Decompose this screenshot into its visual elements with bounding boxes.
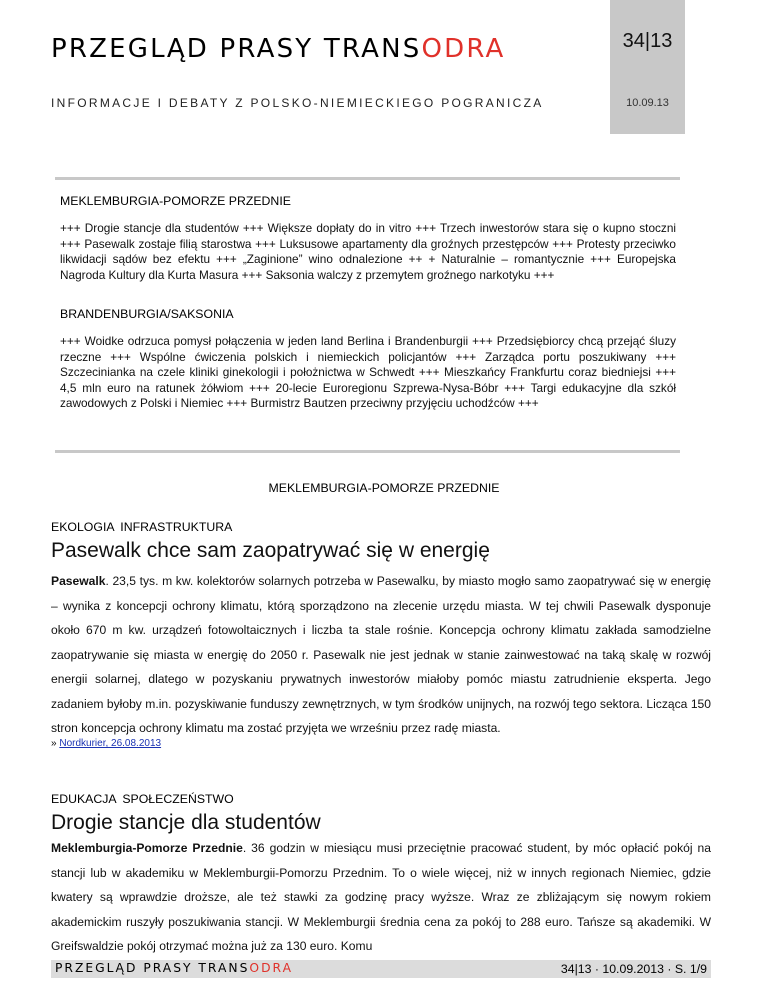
article-1-text: . 23,5 tys. m kw. kolektorów solarnych potrzeba w Pasewalku, by miasto mogło samo zaopatrywać się w energię – wynika z koncepcji ochrony klimatu, którą sporządzono na zlecenie urzędu miasta. W tej chwili Pasewalk dysponuje około 670 m kw. urządzeń fotowoltaicznych i liczba ta stale rośnie. Koncepcja ochrony klimatu zakłada samodzielne zaopatrywanie się miasta w energię do 2050 r. Pasewalk nie jest jednak w stanie zainwestować na taką skalę w rozwój energii solarnej, dlatego w pozyskaniu prywatnych inwestorów miałoby pomóc miastu zatrudnienie eksperta. Jego zadaniem byłoby m.in. pozyskiwanie funduszy zewnętrznych, w tym środków unijnych, na rozwój tego sektora. Licząca 150 stron koncepcja ochrony klimatu ma zostać przyjęta we wrześniu przez radę miasta. [51,574,711,735]
issue-number: 34|13 [622,30,673,52]
footer-brand-accent: ODRA [249,961,294,975]
article-1-tags: EKOLOGIA INFRASTRUKTURA [51,520,233,534]
article-1-source [51,738,161,749]
source-prefix: » [51,738,60,749]
article-1-body [51,569,711,741]
section-heading: MEKLEMBURGIA-POMORZE PRZEDNIE [268,481,500,495]
summary-heading-mv: MEKLEMBURGIA-POMORZE PRZEDNIE [60,194,291,208]
article-2-tags: EDUKACJA SPOŁECZEŃSTWO [51,792,234,806]
issue-date: 10.09.13 [626,97,669,109]
article-2-text: . 36 godzin w miesiącu musi przeciętnie pracować student, by móc opłacić pokój na stancji lub w akademiku w Meklemburgii-Pomorzu Przednim. To o wiele więcej, niż w innych regionach Niemiec, gdzie kwatery są wprawdzie droższe, ale też stawki za godzinę pracy wyższe. Wraz ze zbliżającym się nowym rokiem akademickim ruszyły poszukiwania stancji. W Meklemburgii średnia cena za pokój to 288 euro. Tańsze są akademiki. W Greifswaldzie pokój otrzymać można już za 130 euro. Komu [51,841,712,953]
divider-bottom [55,450,680,453]
source-link[interactable]: Nordkurier, 26.08.2013 [59,738,162,749]
article-1-title: Pasewalk chce sam zaopatrywać się w energię [51,539,490,562]
article-1-lead: Pasewalk [51,574,106,588]
masthead-subtitle: INFORMACJE I DEBATY Z POLSKO-NIEMIECKIEGO POGRANICZA [51,96,544,110]
masthead-title-accent: ODRA [421,34,506,64]
masthead-title [51,34,506,64]
summary-heading-bb: BRANDENBURGIA/SAKSONIA [60,307,234,321]
summary-text-bb: +++ Woidke odrzuca pomysł połączenia w jeden land Berlina i Brandenburgii +++ Przedsiębiorcy chcą przejąć śluzy rzeczne +++ Wspólne ćwiczenia polskich i niemieckich policjantów +++ Zarządca portu poszukiwany +++ Szczecinianka na czele kliniki ginekologii i położnictwa w Schwedt +++ Mieszkańcy Frankfurtu coraz biedniejsi +++ 4,5 mln euro na ratunek żółwiom +++ 20-lecie Euroregionu Szprewa-Nysa-Bóbr +++ Targi edukacyjne dla szkół zawodowych z Polski i Niemiec +++ Burmistrz Bautzen przeciwny przyjęciu uchodźców +++ [60,334,676,411]
masthead-title-main: PRZEGLĄD PRASY TRANS [51,34,422,64]
divider-top [55,177,680,180]
footer-brand [55,961,293,975]
article-2-lead: Meklemburgia-Pomorze Przednie [51,841,243,855]
summary-text-mv: +++ Drogie stancje dla studentów +++ Większe dopłaty do in vitro +++ Trzech inwestorów stara się o kupno stoczni +++ Pasewalk zostaje filią starostwa +++ Luksusowe apartamenty dla groźnych przestępców +++ Protesty przeciwko likwidacji sądów bez efektu +++ „Zaginione” wino odnalezione ++ + Naturalnie – romantycznie +++ Europejska Nagroda Kultury dla Kurta Masura +++ Saksonia walczy z przemytem groźnego narkotyku +++ [60,221,676,282]
article-2-title: Drogie stancje dla studentów [51,811,321,834]
footer-page-info: 34|13 · 10.09.2013 · S. 1/9 [560,962,707,976]
issue-box [610,0,685,134]
footer-brand-main: PRZEGLĄD PRASY TRANS [55,961,250,975]
article-2-body [51,836,711,959]
